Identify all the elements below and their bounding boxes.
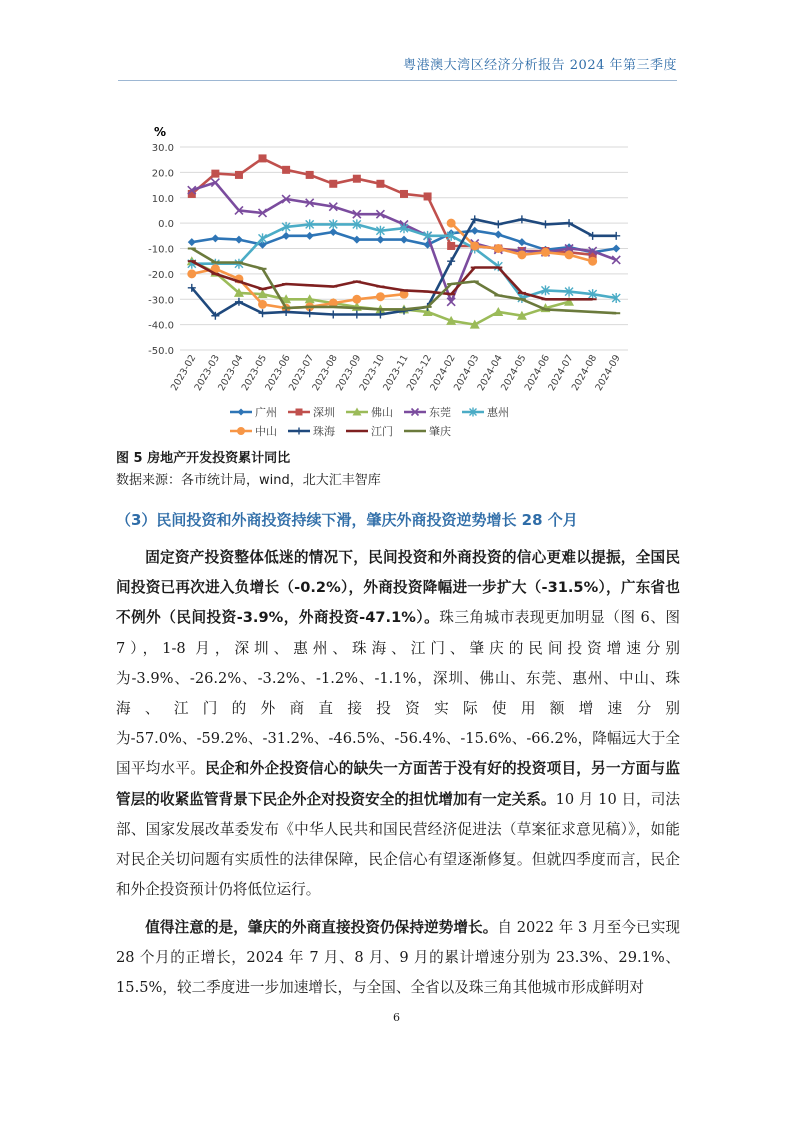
legend-item	[346, 424, 393, 438]
legend-item	[288, 424, 335, 438]
x-tick-label: 2023-04	[216, 353, 246, 393]
x-tick-label: 2023-08	[310, 353, 340, 393]
legend-label: 东莞	[429, 406, 451, 419]
data-point	[188, 238, 196, 246]
paragraph-1-detail: 珠三角城市表现更加明显（图 6、图 7），1-8 月，深圳、惠州、珠海、江门、肇庆的民间投资增速分别为-3.9%、-26.2%、-3.2%、-1.2%、-1.1%，深圳、佛山、东莞、惠州、中山、珠海、江门的外商直接投资实际使用额增速分别为-57.0%、-59.2%、-31.2%、-46.5%、-56.4%、-15.6%、-66.2%，降幅远大于全国平均水平。	[116, 609, 680, 778]
legend-item	[462, 405, 509, 419]
y-tick-label: -30.0	[148, 295, 174, 307]
data-point	[541, 248, 550, 257]
legend-label: 珠海	[313, 425, 335, 438]
x-tick-label: 2024-04	[475, 353, 505, 393]
data-point	[424, 192, 432, 200]
data-point	[376, 180, 384, 188]
data-point	[447, 219, 456, 228]
legend-item	[404, 424, 451, 438]
legend-label: 肇庆	[429, 425, 451, 438]
paragraph-1	[116, 543, 680, 905]
data-point	[259, 309, 267, 317]
data-point	[329, 310, 337, 318]
legend-label: 江门	[371, 425, 393, 438]
data-point	[282, 166, 290, 174]
data-point	[259, 154, 267, 162]
x-tick-label: 2024-02	[428, 353, 458, 393]
data-point	[235, 171, 243, 179]
data-point	[296, 428, 303, 435]
x-tick-label: 2024-09	[593, 353, 623, 393]
data-point	[306, 232, 314, 240]
x-tick-label: 2024-07	[546, 353, 576, 393]
data-point	[237, 427, 245, 435]
x-tick-label: 2024-03	[451, 353, 482, 393]
data-point	[187, 269, 196, 278]
data-point	[494, 231, 502, 239]
header-divider	[118, 80, 677, 81]
data-point	[447, 242, 455, 250]
y-tick-label: -40.0	[148, 320, 174, 332]
x-tick-label: 2023-02	[169, 353, 199, 393]
legend-label: 深圳	[313, 406, 335, 419]
x-tick-label: 2023-07	[286, 353, 317, 393]
x-tick-label: 2023-10	[357, 353, 388, 393]
data-point	[306, 171, 314, 179]
x-tick-label: 2023-09	[334, 353, 364, 393]
series-1	[188, 154, 597, 258]
x-tick-label: 2024-06	[522, 353, 553, 393]
data-point	[352, 295, 361, 304]
paragraph-2	[116, 913, 680, 1004]
data-point	[612, 245, 620, 253]
data-point	[211, 234, 219, 242]
legend-label: 广州	[255, 406, 277, 419]
x-tick-label: 2024-08	[569, 353, 600, 393]
y-tick-label: 10.0	[151, 193, 174, 205]
data-point	[353, 175, 361, 183]
x-tick-label: 2023-03	[192, 353, 222, 393]
legend-item	[346, 405, 393, 419]
legend-label: 佛山	[371, 406, 393, 419]
data-point	[376, 236, 384, 244]
y-tick-label: 30.0	[151, 143, 174, 154]
report-header-title: 粤港澳大湾区经济分析报告 2024 年第三季度	[403, 58, 677, 73]
data-point	[588, 257, 597, 266]
data-point	[353, 236, 361, 244]
y-axis-label: %	[154, 125, 167, 139]
x-tick-label: 2023-05	[239, 353, 270, 393]
legend-item	[230, 405, 277, 419]
data-point	[296, 409, 303, 416]
data-point	[470, 241, 479, 250]
y-tick-label: -10.0	[148, 244, 174, 256]
data-point	[353, 310, 361, 318]
data-point	[306, 309, 314, 317]
x-tick-label: 2024-05	[499, 353, 529, 393]
data-point	[541, 220, 549, 228]
data-point	[517, 250, 526, 259]
paragraph-1-lead: 固定资产投资整体低迷的情况下，民间投资和外商投资的信心更难以提振，全国民间投资已再次进入负增长（-0.2%），外商投资降幅进一步扩大（-31.5%），广东省也不例外（民间投资-3.9%，外商投资-47.1%）。	[116, 549, 680, 627]
data-point	[282, 232, 290, 240]
figure-caption: 图 5 房地产开发投资累计同比	[116, 451, 291, 466]
y-tick-label: -20.0	[148, 269, 174, 281]
data-point	[400, 236, 408, 244]
x-tick-label: 2023-12	[404, 353, 435, 393]
data-point	[494, 220, 502, 228]
x-tick-label: 2023-06	[263, 353, 293, 393]
legend-item	[230, 424, 277, 438]
data-point	[612, 232, 620, 240]
data-point	[494, 244, 503, 253]
paragraph-2-lead: 值得注意的是，肇庆的外商直接投资仍保持逆势增长。	[145, 919, 498, 936]
data-point	[518, 238, 526, 246]
page-number: 6	[393, 1011, 400, 1024]
data-point	[565, 250, 574, 259]
x-tick-label: 2023-11	[381, 353, 411, 393]
section-title: （3）民间投资和外商投资持续下滑，肇庆外商投资逆势增长 28 个月	[116, 511, 578, 529]
y-tick-label: -50.0	[148, 346, 174, 357]
legend-label: 惠州	[487, 406, 509, 419]
data-point	[471, 227, 479, 235]
data-point	[518, 215, 526, 223]
paragraph-2-detail: 自 2022 年 3 月至今已实现 28 个月的正增长，2024 年 7 月、8 月、9 月的累计增速分别为 23.3%、29.1%、15.5%，较二季度进一步加速增长，与全国、全省以及珠三角其他城市形成鲜明对	[116, 919, 680, 997]
legend-item	[288, 405, 335, 419]
data-point	[211, 170, 219, 178]
data-point	[238, 409, 245, 416]
y-tick-label: 0.0	[158, 219, 174, 231]
figure-source: 数据来源：各市统计局，wind，北大汇丰智库	[116, 473, 381, 488]
line-chart	[118, 118, 638, 443]
legend-label: 中山	[255, 425, 277, 438]
series-8	[188, 249, 620, 314]
series-line	[192, 249, 616, 314]
paragraph-1-emphasis: 民企和外企投资信心的缺失一方面苦于没有好的投资项目，另一方面与监管层的收紧监管背景下民企外企对投资安全的担忧增加有一定关系。	[116, 760, 680, 808]
data-point	[376, 292, 385, 301]
y-tick-label: 20.0	[151, 168, 174, 180]
legend-item	[404, 405, 451, 419]
data-point	[329, 180, 337, 188]
data-point	[400, 190, 408, 198]
data-point	[235, 236, 243, 244]
data-point	[258, 300, 267, 309]
paragraph-1-policy: 10 月 10 日，司法部、国家发展改革委发布《中华人民共和国民营经济促进法（草案征求意见稿）》，如能对民企关切问题有实质性的法律保障，民企信心有望逐渐修复。但就四季度而言，民企和外企投资预计仍将低位运行。	[116, 790, 680, 899]
